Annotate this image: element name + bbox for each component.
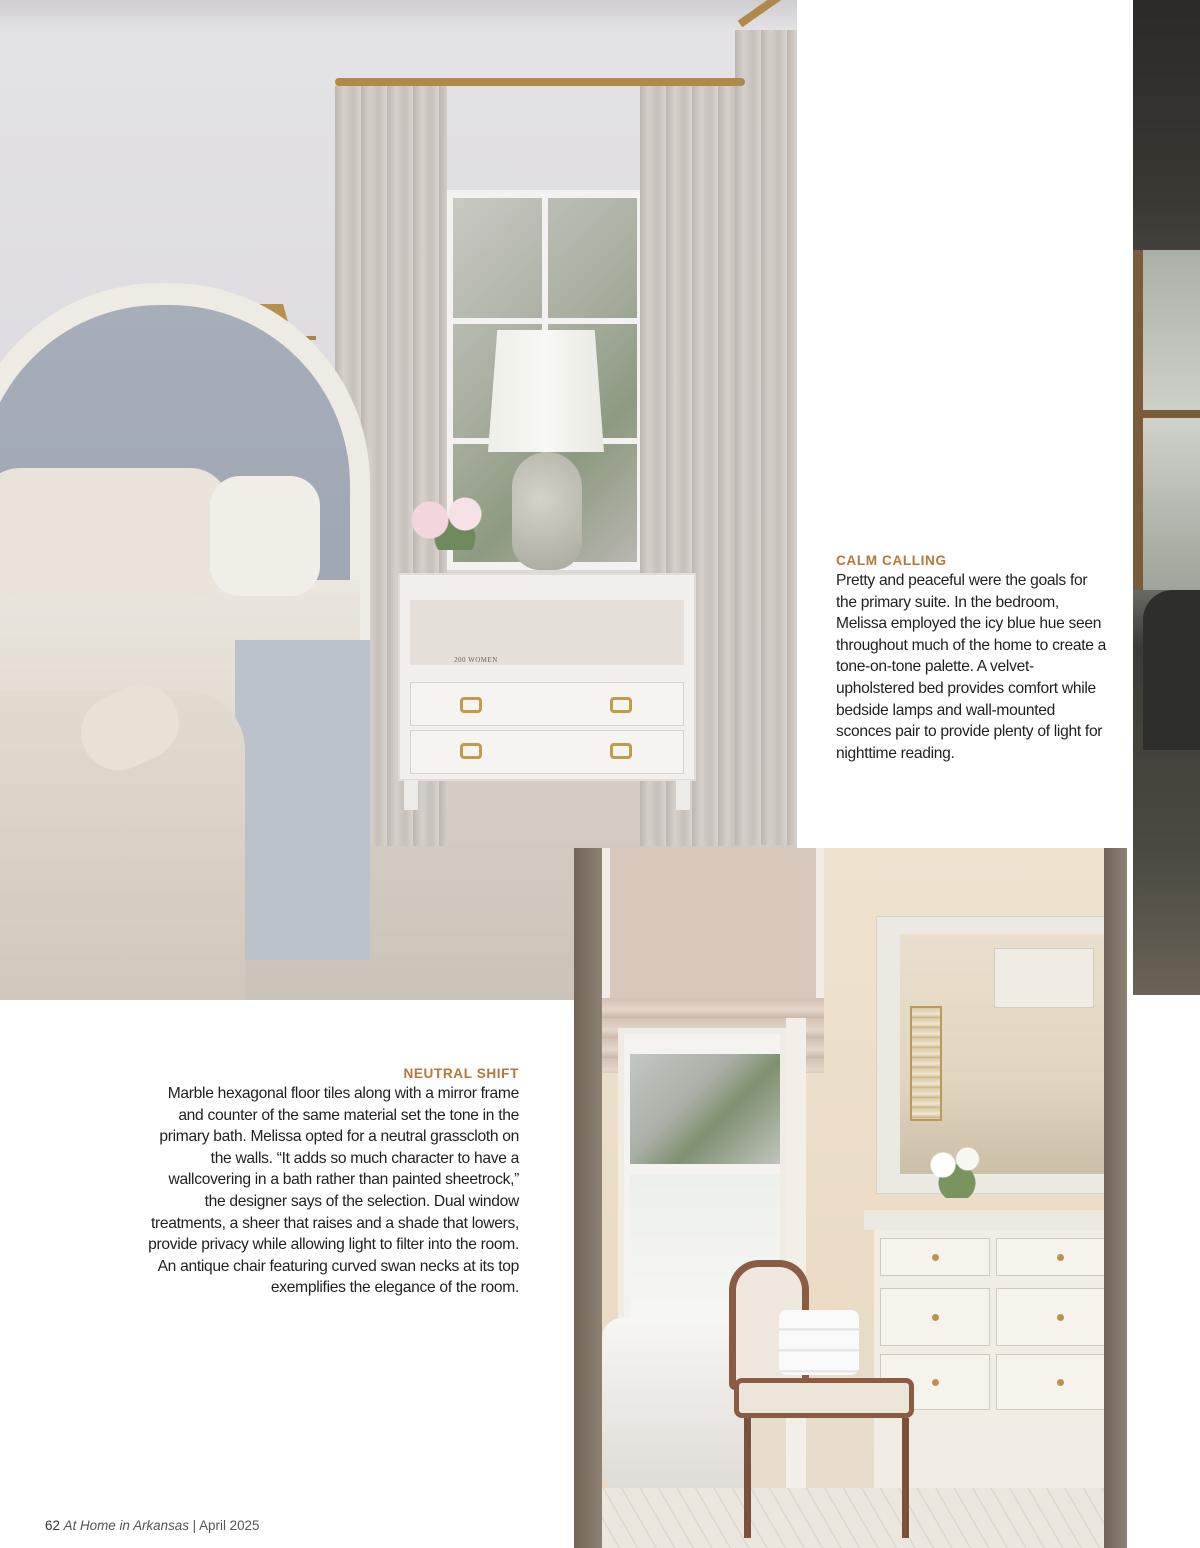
window-frame: [1133, 250, 1200, 590]
caption-kicker: CALM CALLING: [836, 553, 947, 568]
pillow: [210, 476, 320, 596]
drawer-knob: [932, 1379, 939, 1386]
gourd-lamp-base: [512, 452, 582, 570]
drawer-knob: [1057, 1379, 1064, 1386]
nightstand-shelf: [410, 600, 684, 665]
chair-leg: [744, 1418, 751, 1538]
drawer-knob: [1057, 1254, 1064, 1261]
nightstand-leg: [404, 780, 418, 810]
caption-neutral-shift: [146, 1064, 519, 1299]
footer-separator: |: [192, 1518, 197, 1533]
magazine-name: At Home in Arkansas: [63, 1518, 189, 1533]
nightstand-leg: [676, 780, 690, 810]
caption-body: Marble hexagonal floor tiles along with a mirror frame and counter of the same material set the tone in the primary bath. Melissa opted for a neutral grasscloth on the walls. “It adds so much character to have a wallcovering in a bath rather than painted sheetrock,” the designer says of the selection. Dual window treatments, a sheer that raises and a shade that lowers, provide privacy while allowing light to filter into the room. An antique chair featuring curved swan necks at its top exemplifies the elegance of the room.: [148, 1085, 519, 1297]
adjacent-room-photo: [1133, 0, 1200, 995]
drawer-knob: [932, 1254, 939, 1261]
chair-seat: [734, 1378, 914, 1418]
nightstand-drawer: [410, 682, 684, 726]
caption-calm-calling: [836, 551, 1111, 764]
caption-kicker: NEUTRAL SHIFT: [403, 1066, 519, 1081]
roman-shade: [602, 848, 824, 1008]
drawer-pull: [460, 743, 482, 759]
window-sash: [1143, 410, 1200, 418]
drawer-pull: [610, 697, 632, 713]
peony-arrangement: [400, 490, 500, 550]
page-footer: [45, 1518, 259, 1533]
reflected-cabinet: [994, 948, 1094, 1008]
issue-date: April 2025: [199, 1518, 260, 1533]
book-spine-label: 200 WOMEN: [454, 656, 498, 664]
folded-towels: [779, 1310, 859, 1375]
curtain-corner: [735, 30, 797, 845]
dark-armchair: [1143, 590, 1200, 750]
chair-leg: [902, 1418, 909, 1538]
door-frame-left: [574, 848, 602, 1548]
bathroom-photo: [574, 848, 1127, 1548]
hexagonal-marble-floor: [602, 1488, 1127, 1548]
drawer-pull: [460, 697, 482, 713]
door-frame-right: [1104, 848, 1127, 1548]
curtain-rod: [335, 78, 745, 86]
bath-sconce: [910, 1006, 942, 1121]
page-number: 62: [45, 1518, 60, 1533]
drawer-knob: [1057, 1314, 1064, 1321]
marble-counter: [864, 1210, 1127, 1230]
drawer-knob: [932, 1314, 939, 1321]
caption-body: Pretty and peaceful were the goals for the primary suite. In the bedroom, Melissa employed the icy blue hue seen throughout much of the home to create a tone-on-tone palette. A velvet-upholstered bed provides comfort while bedside lamps and wall-mounted sconces pair to provide plenty of light for nighttime reading.: [836, 572, 1107, 762]
pillow: [0, 468, 230, 598]
lamp-shade: [488, 330, 604, 452]
ceiling: [0, 0, 797, 30]
nightstand-drawer: [410, 730, 684, 774]
drawer-pull: [610, 743, 632, 759]
white-flower-bouquet: [922, 1138, 992, 1198]
footboard: [235, 640, 370, 960]
